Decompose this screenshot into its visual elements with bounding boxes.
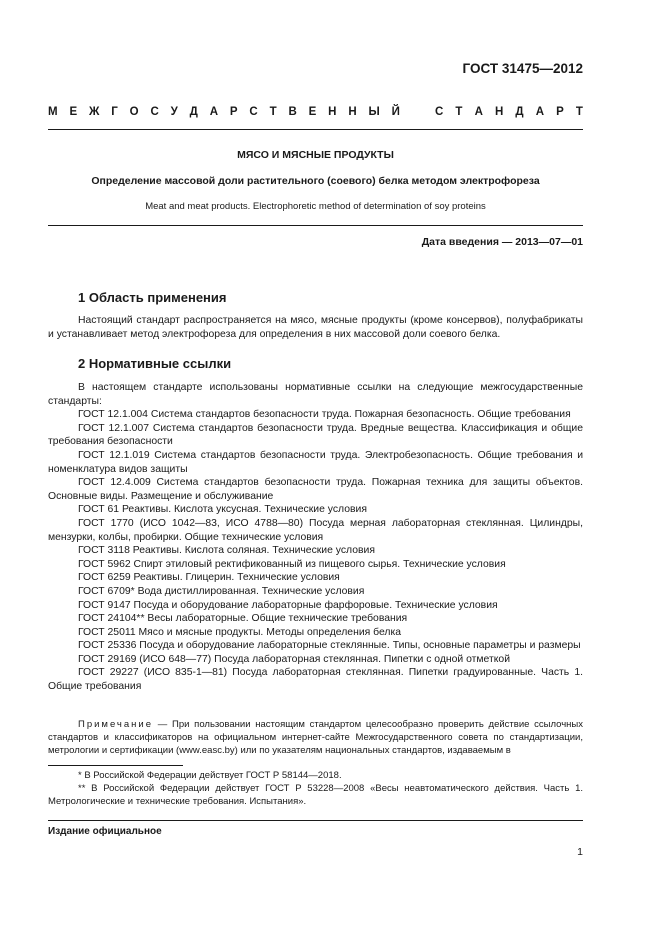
- banner-letter: У: [170, 106, 178, 118]
- reference-item: ГОСТ 12.1.019 Система стандартов безопасности труда. Электробезопасность. Общие требования и номенклатура видов защиты: [48, 449, 583, 475]
- banner-letter: Т: [269, 106, 277, 118]
- reference-item: ГОСТ 29169 (ИСО 648—77) Посуда лабораторная стеклянная. Пипетки с одной отметкой: [78, 653, 511, 665]
- footnote: ** В Российской Федерации действует ГОСТ Р 53228—2008 «Весы неавтоматического действия. Часть 1. Метрологические и технические требования. Испытания».: [48, 783, 583, 807]
- reference-item: ГОСТ 6709* Вода дистиллированная. Технические условия: [78, 585, 365, 597]
- section-1-heading: 1 Область применения: [78, 290, 227, 305]
- footnote: * В Российской Федерации действует ГОСТ Р 58144—2018.: [78, 770, 342, 781]
- note-label: Примечание: [78, 719, 153, 730]
- banner-letter: А: [209, 106, 219, 118]
- page-number: 1: [577, 846, 583, 858]
- banner-letter: Р: [556, 106, 564, 118]
- standard-title: МЯСО И МЯСНЫЕ ПРОДУКТЫ: [237, 149, 394, 161]
- banner-letter: В: [288, 106, 297, 118]
- paragraph: В настоящем стандарте использованы нормативные ссылки на следующие межгосударственные стандарты:: [48, 382, 583, 407]
- reference-item: ГОСТ 25011 Мясо и мясные продукты. Методы определения белка: [78, 626, 402, 638]
- reference-item: ГОСТ 12.4.009 Система стандартов безопасности труда. Пожарная техника для защиты объектов. Основные виды. Размещение и обслуживание: [48, 477, 583, 502]
- paragraph: Настоящий стандарт распространяется на мясо, мясные продукты (кроме консервов), полуфабрикаты и устанавливает метод электрофореза для определения в них массовой доли соевого белка.: [48, 315, 583, 340]
- gost-number: ГОСТ 31475—2012: [462, 61, 583, 76]
- reference-item: ГОСТ 1770 (ИСО 1042—83, ИСО 4788—80) Посуда мерная лабораторная стеклянная. Цилиндры, мензурки, колбы, пробирки. Общие технические условия: [48, 517, 583, 543]
- banner-letter: А: [535, 106, 545, 118]
- reference-item: ГОСТ 6259 Реактивы. Глицерин. Технические условия: [78, 572, 340, 584]
- divider: [48, 225, 583, 226]
- edition-label: Издание официальное: [48, 826, 162, 837]
- banner-letter: С: [249, 106, 258, 118]
- divider: [48, 129, 583, 130]
- banner-letter: Ы: [368, 106, 380, 118]
- banner-letter: Р: [229, 106, 238, 118]
- banner-letter: Н: [348, 106, 357, 118]
- standard-subtitle: Определение массовой доли растительного (соевого) белка методом электрофореза: [91, 175, 540, 187]
- banner-letter: С: [150, 106, 159, 118]
- reference-item: ГОСТ 9147 Посуда и оборудование лабораторные фарфоровые. Технические условия: [78, 599, 498, 611]
- banner-letter: Г: [111, 106, 118, 118]
- note: [48, 718, 583, 757]
- banner-letter: Т: [455, 106, 463, 118]
- reference-item: ГОСТ 5962 Спирт этиловый ректификованный из пищевого сырья. Технические условия: [78, 558, 506, 570]
- section-1-body: [48, 314, 583, 341]
- section-2-body: [48, 381, 583, 694]
- banner-letter: Й: [391, 106, 400, 118]
- banner-letter: Д: [189, 106, 198, 118]
- reference-item: ГОСТ 24104** Весы лабораторные. Общие технические требования: [78, 613, 408, 625]
- banner-letter: О: [129, 106, 139, 118]
- banner-letter: А: [474, 106, 483, 118]
- banner-letter: Е: [69, 106, 78, 118]
- banner-letter: Н: [328, 106, 337, 118]
- reference-item: ГОСТ 29227 (ИСО 835-1—81) Посуда лабораторная стеклянная. Пипетки градуированные. Часть 1. Общие требования: [48, 667, 583, 693]
- banner-letter: Т: [575, 106, 583, 118]
- english-title: Meat and meat products. Electrophoretic method of determination of soy proteins: [145, 201, 486, 212]
- banner-letter: С: [435, 106, 444, 118]
- footnotes: [48, 769, 583, 808]
- reference-item: ГОСТ 12.1.004 Система стандартов безопасности труда. Пожарная безопасность. Общие требования: [78, 409, 571, 421]
- interstate-standard-banner: [48, 106, 583, 118]
- banner-letter: Д: [515, 106, 524, 118]
- section-2-heading: 2 Нормативные ссылки: [78, 356, 232, 371]
- reference-item: ГОСТ 12.1.007 Система стандартов безопасности труда. Вредные вещества. Классификация и общие требования безопасности: [48, 422, 583, 448]
- banner-letter: М: [48, 106, 58, 118]
- footnote-divider: [48, 765, 183, 766]
- note-text: — При пользовании настоящим стандартом целесообразно проверить действие ссылочных стандартов и классификаторов на официальном интернет-сайте Межгосударственного совета по стандартизации, метрологии и сертификации (www.easc.by) или по указателям национальных стандартов, издаваемым в: [48, 719, 583, 756]
- banner-letter: Ж: [88, 106, 100, 118]
- intro-date: Дата введения — 2013—07—01: [421, 236, 583, 248]
- interstate-word: [48, 106, 400, 118]
- banner-letter: Е: [308, 106, 317, 118]
- footer-divider: [48, 820, 583, 821]
- standard-word: [435, 106, 583, 118]
- reference-item: ГОСТ 3118 Реактивы. Кислота соляная. Технические условия: [78, 545, 375, 557]
- banner-letter: Н: [494, 106, 504, 118]
- reference-item: ГОСТ 25336 Посуда и оборудование лабораторные стеклянные. Типы, основные параметры и размеры: [78, 640, 581, 652]
- reference-item: ГОСТ 61 Реактивы. Кислота уксусная. Технические условия: [78, 504, 367, 516]
